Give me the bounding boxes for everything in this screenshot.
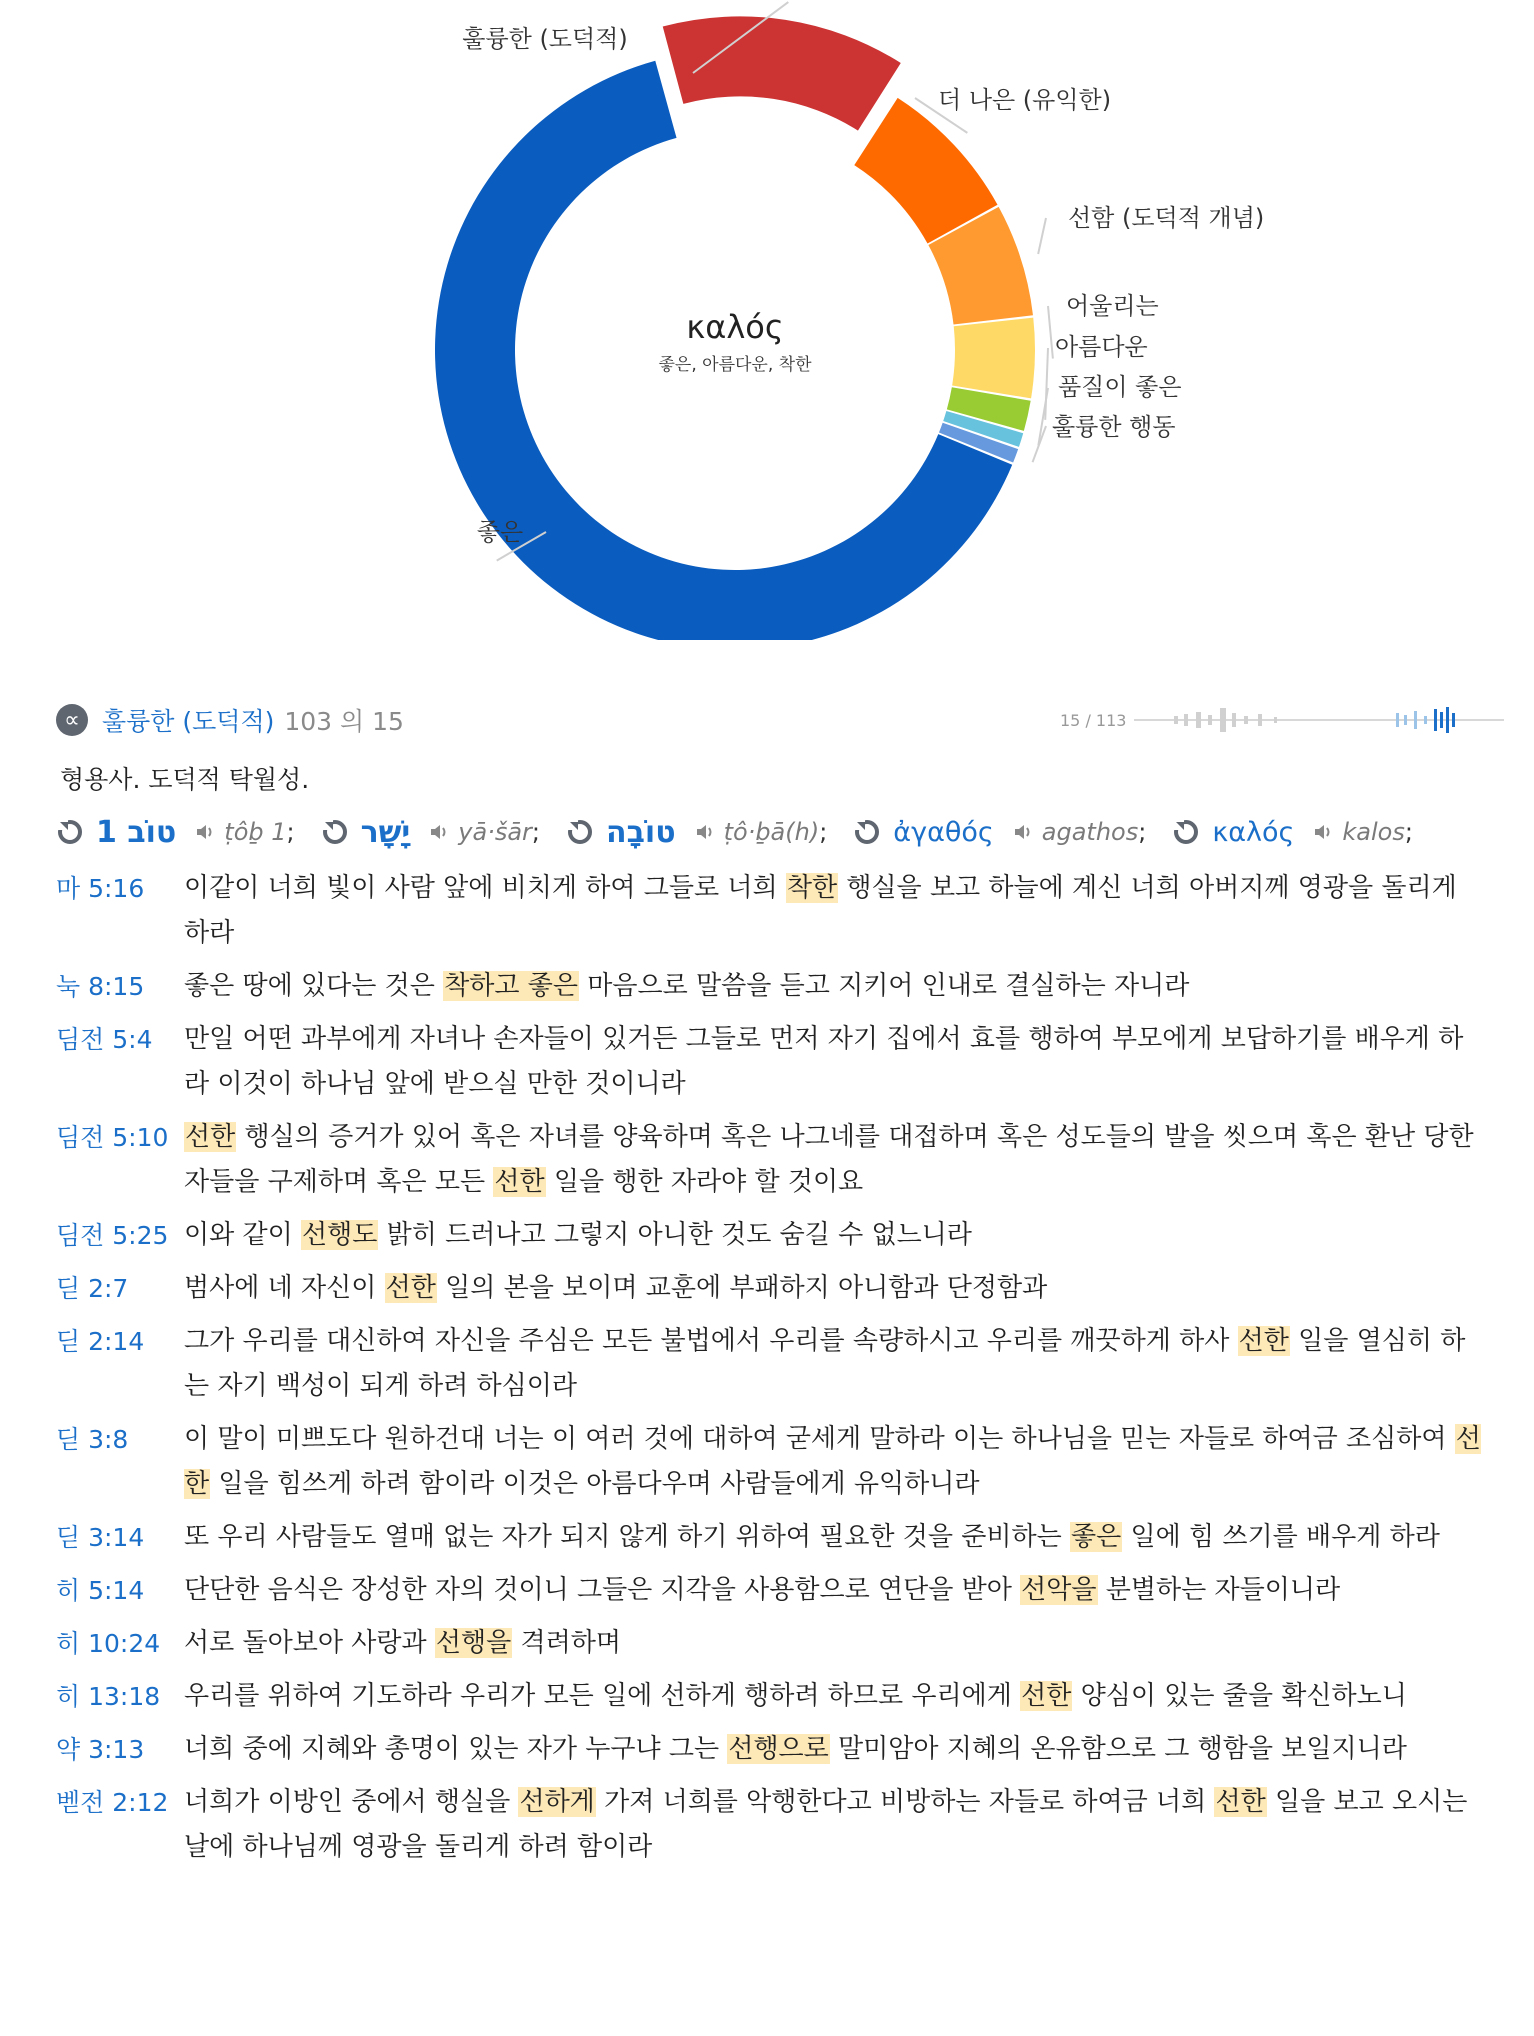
verse-row xyxy=(56,1780,1486,1870)
lexeme-transliteration: kalos xyxy=(1342,818,1405,846)
verse-row xyxy=(56,1621,1486,1666)
highlighted-term: 선한 xyxy=(184,1424,1481,1499)
verse-reference-link[interactable]: 딛 3:14 xyxy=(56,1523,145,1552)
donut-slice[interactable] xyxy=(663,16,901,130)
verse-row xyxy=(56,1515,1486,1560)
verse-row xyxy=(56,1213,1486,1258)
proportional-icon: ∝ xyxy=(56,704,88,736)
verse-reference-link[interactable]: 딛 3:8 xyxy=(56,1425,129,1454)
verse-text-segment: 행실을 보고 하늘에 계신 너희 아버지께 영광을 돌리게 하라 xyxy=(184,873,1457,948)
verse-text-segment: 가져 너희를 악행한다고 비방하는 자들로 하여금 너희 xyxy=(595,1787,1215,1817)
sense-definition: 형용사. 도덕적 탁월성. xyxy=(60,765,310,794)
speaker-icon[interactable] xyxy=(194,821,216,843)
sense-header xyxy=(56,698,404,742)
verse-row xyxy=(56,964,1486,1009)
sense-title[interactable]: 훌륭한 (도덕적) xyxy=(102,707,275,736)
lexeme-transliteration: ṭô·ḇā(h) xyxy=(723,818,820,846)
verse-text xyxy=(184,964,1486,1009)
verse-row xyxy=(56,1115,1486,1205)
verse-text-segment: 서로 돌아보아 사랑과 xyxy=(184,1628,435,1658)
verse-text-segment: 너희 중에 지혜와 총명이 있는 자가 누구냐 그는 xyxy=(184,1734,728,1764)
verse-text-segment: 일을 행한 자라야 할 것이요 xyxy=(545,1167,864,1197)
verse-text-segment: 이와 같이 xyxy=(184,1220,301,1250)
lexeme-item xyxy=(1172,817,1413,848)
highlighted-term: 선하게 xyxy=(519,1787,595,1817)
lexeme-word[interactable]: טוֹבָה xyxy=(606,814,676,850)
verse-reference-link[interactable]: 약 3:13 xyxy=(56,1735,145,1764)
verse-text-segment: 일을 열심히 하는 자기 백성이 되게 하려 하심이라 xyxy=(184,1326,1466,1401)
lexeme-transliteration: agathos xyxy=(1041,818,1139,846)
highlighted-term: 착한 xyxy=(786,873,838,903)
verse-text-segment: 말미암아 지혜의 온유함으로 그 행함을 보일지니라 xyxy=(829,1734,1407,1764)
leader-line xyxy=(1038,218,1046,254)
verse-row xyxy=(56,1266,1486,1311)
donut-slice[interactable] xyxy=(952,318,1035,399)
lexeme-transliteration: ṭôḇ 1 xyxy=(224,818,287,846)
lexeme-list xyxy=(56,810,1496,854)
verse-text-segment: 범사에 네 자신이 xyxy=(184,1273,385,1303)
highlighted-term: 선행을 xyxy=(435,1628,512,1658)
lexeme-item xyxy=(56,815,295,850)
verse-text-segment: 일을 힘쓰게 하려 함이라 이것은 아름다우며 사람들에게 유익하니라 xyxy=(210,1469,980,1499)
verse-text-segment: 너희가 이방인 중에서 행실을 xyxy=(184,1787,519,1817)
verse-text xyxy=(184,1515,1486,1560)
verse-reference-link[interactable]: 딤전 5:25 xyxy=(56,1221,169,1250)
verse-text-segment: 이 말이 미쁘도다 원하건대 너는 이 여러 것에 대하여 굳세게 말하라 이는 하나님을 믿는 자들로 하여금 조심하여 xyxy=(184,1424,1455,1454)
lexeme-item xyxy=(566,815,827,850)
verse-text xyxy=(184,1213,1486,1258)
chart-center-title: καλός xyxy=(686,308,784,346)
verse-text xyxy=(184,1417,1486,1507)
verse-reference-link[interactable]: 딤전 5:4 xyxy=(56,1025,153,1054)
leader-line xyxy=(1038,388,1048,445)
verse-row xyxy=(56,1727,1486,1772)
donut-chart xyxy=(0,0,1534,640)
highlighted-term: 선행도 xyxy=(302,1220,378,1250)
verse-reference-link[interactable]: 딛 2:7 xyxy=(56,1274,129,1303)
verse-reference-link[interactable]: 딛 2:14 xyxy=(56,1327,145,1356)
verse-row xyxy=(56,1568,1486,1613)
lexeme-item xyxy=(321,815,540,850)
verse-text xyxy=(184,1319,1486,1409)
verse-text-segment: 일을 보고 오시는 날에 하나님께 영광을 돌리게 하려 함이라 xyxy=(184,1787,1468,1862)
slice-label[interactable]: 아름다운 xyxy=(1055,333,1148,361)
verse-reference-link[interactable]: 눅 8:15 xyxy=(56,972,145,1001)
verse-text-segment: 또 우리 사람들도 열매 없는 자가 되지 않게 하기 위하여 필요한 것을 준비하는 xyxy=(184,1522,1071,1552)
separator: ; xyxy=(286,818,295,846)
slice-label[interactable]: 좋은 xyxy=(476,518,524,546)
verse-text xyxy=(184,1621,1486,1666)
lexeme-word[interactable]: ἀγαθός xyxy=(893,816,994,848)
verse-reference-link[interactable]: 딤전 5:10 xyxy=(56,1123,169,1152)
speaker-icon[interactable] xyxy=(694,821,716,843)
highlighted-term: 선한 xyxy=(1021,1681,1072,1711)
verse-text xyxy=(184,1780,1486,1870)
verse-text xyxy=(184,1674,1486,1719)
verse-row xyxy=(56,1674,1486,1719)
sense-count: 103 의 15 xyxy=(284,707,404,736)
separator: ; xyxy=(1138,818,1147,846)
speaker-icon[interactable] xyxy=(1012,821,1034,843)
verse-row xyxy=(56,1417,1486,1507)
cycle-icon[interactable] xyxy=(56,818,84,846)
highlighted-term: 선한 xyxy=(494,1167,545,1197)
cycle-icon[interactable] xyxy=(853,818,881,846)
cycle-icon[interactable] xyxy=(566,818,594,846)
verse-text-segment: 양심이 있는 줄을 확신하노니 xyxy=(1072,1681,1407,1711)
verse-reference-link[interactable]: 히 13:18 xyxy=(56,1682,161,1711)
highlighted-term: 선한 xyxy=(185,1122,236,1152)
verse-text xyxy=(184,1568,1486,1613)
chart-center-subtitle: 좋은, 아름다운, 착한 xyxy=(658,355,812,375)
slice-label[interactable]: 더 나은 (유익한) xyxy=(938,86,1112,114)
highlighted-term: 선악을 xyxy=(1021,1575,1097,1605)
cycle-icon[interactable] xyxy=(321,818,349,846)
highlighted-term: 좋은 xyxy=(1071,1522,1122,1552)
slice-label[interactable]: 훌륭한 행동 xyxy=(1052,413,1176,441)
verse-text-segment: 이같이 너희 빛이 사람 앞에 비치게 하여 그들로 너희 xyxy=(184,873,786,903)
verse-text xyxy=(184,1727,1486,1772)
highlighted-term: 선행으로 xyxy=(728,1734,829,1764)
verse-text xyxy=(184,1115,1486,1205)
verse-text-segment: 좋은 땅에 있다는 것은 xyxy=(184,971,444,1001)
highlighted-term: 선한 xyxy=(1238,1326,1289,1356)
highlighted-term: 착하고 좋은 xyxy=(444,971,578,1001)
leader-line xyxy=(1033,426,1046,462)
verse-row xyxy=(56,1017,1486,1107)
verse-text-segment: 분별하는 자들이니라 xyxy=(1097,1575,1341,1605)
leader-line xyxy=(1045,348,1048,420)
speaker-icon[interactable] xyxy=(428,821,450,843)
verse-row xyxy=(56,866,1486,956)
verse-text xyxy=(184,866,1486,956)
slice-label[interactable]: 어울리는 xyxy=(1066,292,1159,320)
speaker-icon[interactable] xyxy=(1312,821,1334,843)
verse-reference-link[interactable]: 마 5:16 xyxy=(56,874,145,903)
verse-reference-link[interactable]: 히 5:14 xyxy=(56,1576,145,1605)
separator: ; xyxy=(819,818,828,846)
lexeme-word[interactable]: καλός xyxy=(1212,816,1295,848)
verse-text-segment: 우리를 위하여 기도하라 우리가 모든 일에 선하게 행하려 하므로 우리에게 xyxy=(184,1681,1021,1711)
verse-text-segment: 행실의 증거가 있어 혹은 자녀를 양육하며 혹은 나그네를 대접하며 혹은 성도들의 발을 씻으며 혹은 환난 당한 자들을 구제하며 혹은 모든 xyxy=(184,1122,1474,1197)
waveform-icon[interactable] xyxy=(1134,700,1514,740)
slice-label[interactable]: 훌륭한 (도덕적) xyxy=(462,25,628,53)
verse-text xyxy=(184,1017,1486,1107)
verse-list xyxy=(56,866,1486,1878)
verse-reference-link[interactable]: 벧전 2:12 xyxy=(56,1788,169,1817)
slice-label[interactable]: 선함 (도덕적 개념) xyxy=(1068,204,1265,232)
lexeme-word[interactable]: טוֹב 1 xyxy=(96,814,177,850)
verse-text xyxy=(184,1266,1486,1311)
verse-text-segment: 마음으로 말씀을 듣고 지키어 인내로 결실하는 자니라 xyxy=(578,971,1190,1001)
verse-text-segment: 그가 우리를 대신하여 자신을 주심은 모든 불법에서 우리를 속량하시고 우리를 깨끗하게 하사 xyxy=(184,1326,1238,1356)
verse-text-segment: 만일 어떤 과부에게 자녀나 손자들이 있거든 그들로 먼저 자기 집에서 효를 행하여 부모에게 보답하기를 배우게 하라 이것이 하나님 앞에 받으실 만한 것이니라 xyxy=(184,1024,1464,1099)
verse-text-segment: 격려하며 xyxy=(512,1628,621,1658)
verse-text-segment: 일에 힘 쓰기를 배우게 하라 xyxy=(1122,1522,1440,1552)
lexeme-item xyxy=(853,817,1146,848)
lexeme-transliteration: yā·šār xyxy=(458,818,532,846)
highlighted-term: 선한 xyxy=(385,1273,436,1303)
highlighted-term: 선한 xyxy=(1215,1787,1266,1817)
verse-text-segment: 밝히 드러나고 그렇지 아니한 것도 숨길 수 없느니라 xyxy=(378,1220,972,1250)
slice-label[interactable]: 품질이 좋은 xyxy=(1058,373,1182,401)
separator: ; xyxy=(531,818,540,846)
verse-row xyxy=(56,1319,1486,1409)
occurrence-navigator[interactable] xyxy=(1060,700,1514,740)
verse-reference-link[interactable]: 히 10:24 xyxy=(56,1629,161,1658)
verse-text-segment: 일의 본을 보이며 교훈에 부패하지 아니함과 단정함과 xyxy=(436,1273,1048,1303)
verse-text-segment: 단단한 음식은 장성한 자의 것이니 그들은 지각을 사용함으로 연단을 받아 xyxy=(184,1575,1021,1605)
lexeme-word[interactable]: יָשָׁר xyxy=(360,814,411,850)
separator: ; xyxy=(1404,818,1413,846)
occurrence-position: 15 / 113 xyxy=(1060,710,1127,730)
cycle-icon[interactable] xyxy=(1172,818,1200,846)
